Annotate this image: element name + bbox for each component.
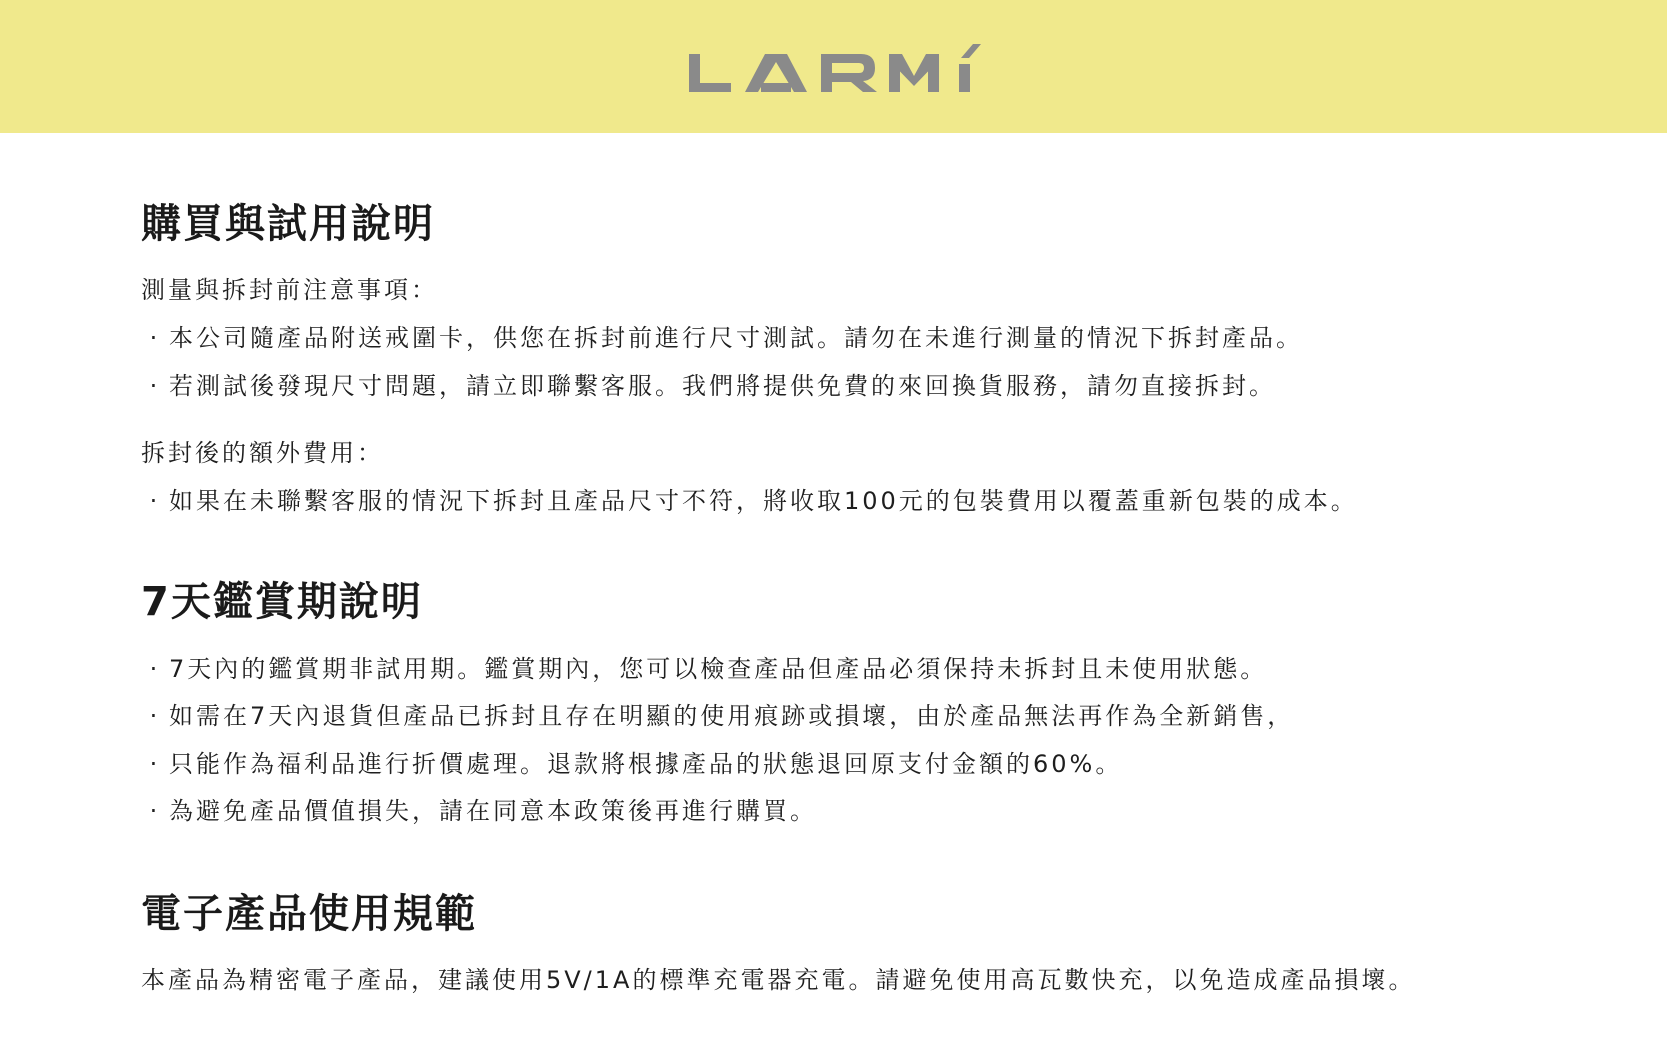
section-title-7day-appreciation: 7天鑑賞期說明 — [141, 579, 423, 625]
larmi-logo — [683, 40, 983, 100]
bullet-item — [141, 791, 817, 826]
bullet-dot: · — [149, 487, 161, 515]
subheading-before-unboxing: 測量與拆封前注意事項： — [141, 276, 438, 304]
bullet-text: 如果在未聯繫客服的情況下拆封且產品尺寸不符，將收取100元的包裝費用以覆蓋重新包裝的成本。 — [169, 487, 1358, 515]
bullet-dot: · — [149, 324, 161, 352]
bullet-dot: · — [149, 797, 161, 825]
bullet-dot: · — [149, 750, 161, 778]
bullet-text: 若測試後發現尺寸問題，請立即聯繫客服。我們將提供免費的來回換貨服務，請勿直接拆封。 — [169, 372, 1276, 400]
bullet-dot: · — [149, 702, 161, 730]
bullet-text: 為避免產品價值損失，請在同意本政策後再進行購買。 — [169, 797, 817, 825]
bullet-item — [141, 744, 1122, 779]
subheading-extra-fees: 拆封後的額外費用： — [141, 439, 384, 467]
bullet-item — [141, 481, 1358, 516]
bullet-dot: · — [149, 655, 161, 683]
bullet-text: 本公司隨產品附送戒圍卡，供您在拆封前進行尺寸測試。請勿在未進行測量的情況下拆封產品。 — [169, 324, 1303, 352]
bullet-text: 如需在7天內退貨但產品已拆封且存在明顯的使用痕跡或損壞，由於產品無法再作為全新銷售， — [169, 702, 1295, 730]
section-title-electronics-usage: 電子產品使用規範 — [141, 891, 477, 937]
bullet-item — [141, 696, 1294, 731]
electronics-usage-text: 本產品為精密電子產品，建議使用5V/1A的標準充電器充電。請避免使用高瓦數快充，以免造成產品損壞。 — [141, 966, 1416, 994]
bullet-item — [141, 366, 1276, 401]
bullet-text: 7天內的鑑賞期非試用期。鑑賞期內，您可以檢查產品但產品必須保持未拆封且未使用狀態。 — [169, 655, 1268, 683]
section-title-purchase-trial: 購買與試用說明 — [141, 201, 435, 247]
bullet-item — [141, 318, 1303, 353]
bullet-dot: · — [149, 372, 161, 400]
bullet-item — [141, 649, 1267, 684]
bullet-text: 只能作為福利品進行折價處理。退款將根據產品的狀態退回原支付金額的60%。 — [169, 750, 1123, 778]
header-banner — [0, 0, 1667, 133]
